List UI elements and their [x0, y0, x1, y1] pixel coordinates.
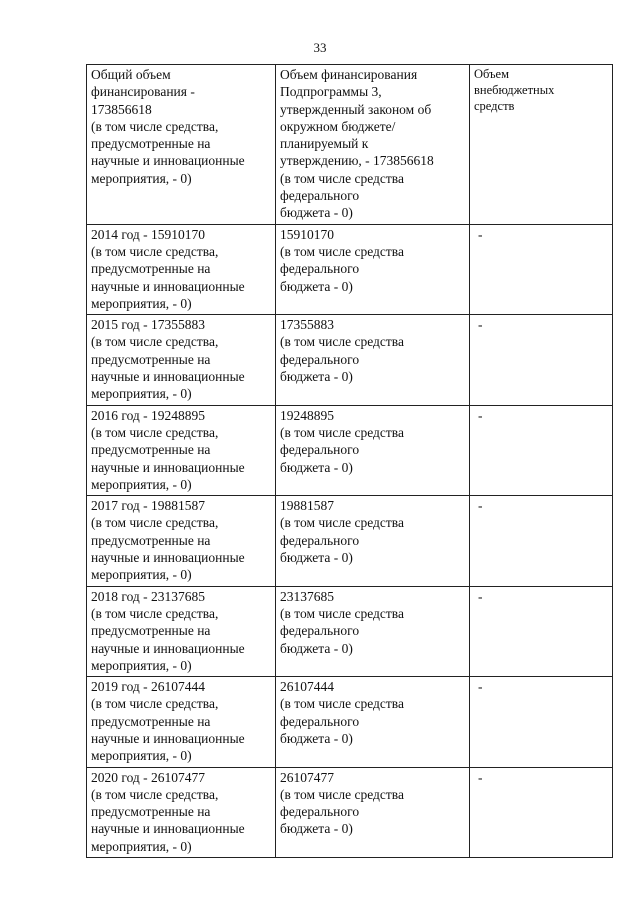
- cell-line: (в том числе средства,: [91, 243, 219, 259]
- cell-line: 2019 год - 26107444: [91, 679, 206, 695]
- cell-line: бюджета - 0): [280, 278, 353, 294]
- dash-value: -: [478, 407, 483, 423]
- cell-line: научные и инновационные: [91, 278, 245, 294]
- year-subprogram-cell: [276, 496, 470, 586]
- financing-table-body: [87, 65, 613, 858]
- year-total-cell: [87, 405, 276, 495]
- cell-line: предусмотренные на: [91, 442, 211, 458]
- table-header-row: [87, 65, 613, 225]
- cell-line: (в том числе средства: [280, 515, 404, 531]
- cell-line: федерального: [280, 804, 360, 820]
- cell-line: (в том числе средства,: [91, 334, 219, 350]
- cell-line: 2017 год - 19881587: [91, 498, 206, 514]
- year-total-cell: [87, 315, 276, 405]
- dash-value: -: [478, 317, 483, 333]
- cell-line: бюджета - 0): [280, 821, 353, 837]
- cell-line: научные и инновационные: [91, 550, 245, 566]
- cell-line: 19248895: [280, 407, 334, 423]
- cell-line: 2014 год - 15910170: [91, 226, 206, 242]
- header-cell-line: внебюджетных: [474, 83, 555, 97]
- cell-line: научные и инновационные: [91, 821, 245, 837]
- financing-table: [86, 64, 613, 858]
- year-extrabudgetary-cell: [470, 586, 613, 676]
- cell-line: мероприятия, - 0): [91, 748, 192, 764]
- table-row: [87, 677, 613, 767]
- table-row: [87, 405, 613, 495]
- cell-line: федерального: [280, 351, 360, 367]
- cell-line: предусмотренные на: [91, 713, 211, 729]
- year-extrabudgetary-cell: [470, 315, 613, 405]
- header-cell-line: мероприятия, - 0): [91, 170, 192, 186]
- cell-line: предусмотренные на: [91, 623, 211, 639]
- year-subprogram-cell: [276, 224, 470, 314]
- header-cell-line: (в том числе средства: [280, 170, 404, 186]
- cell-line: (в том числе средства: [280, 696, 404, 712]
- header-subprogram-financing-cell: [276, 65, 470, 225]
- year-subprogram-cell: [276, 767, 470, 857]
- header-cell-line: окружном бюджете/: [280, 118, 396, 134]
- cell-line: бюджета - 0): [280, 640, 353, 656]
- cell-line: федерального: [280, 623, 360, 639]
- year-subprogram-cell: [276, 677, 470, 767]
- dash-value: -: [478, 679, 483, 695]
- table-row: [87, 496, 613, 586]
- header-cell-line: финансирования -: [91, 84, 195, 100]
- header-extrabudgetary-cell: [470, 65, 613, 225]
- page-number: 33: [313, 40, 327, 55]
- cell-line: (в том числе средства,: [91, 605, 219, 621]
- cell-line: предусмотренные на: [91, 804, 211, 820]
- cell-line: научные и инновационные: [91, 640, 245, 656]
- cell-line: 23137685: [280, 588, 334, 604]
- header-cell-line: средств: [474, 99, 515, 113]
- year-total-cell: [87, 496, 276, 586]
- cell-line: (в том числе средства,: [91, 786, 219, 802]
- header-cell-line: научные и инновационные: [91, 153, 245, 169]
- cell-line: (в том числе средства: [280, 786, 404, 802]
- cell-line: предусмотренные на: [91, 532, 211, 548]
- header-cell-line: бюджета - 0): [280, 205, 353, 221]
- cell-line: (в том числе средства: [280, 605, 404, 621]
- year-extrabudgetary-cell: [470, 405, 613, 495]
- year-subprogram-cell: [276, 586, 470, 676]
- cell-line: научные и инновационные: [91, 459, 245, 475]
- cell-line: предусмотренные на: [91, 351, 211, 367]
- year-total-cell: [87, 677, 276, 767]
- cell-line: 26107444: [280, 679, 334, 695]
- cell-line: мероприятия, - 0): [91, 567, 192, 583]
- header-total-financing-cell: [87, 65, 276, 225]
- year-extrabudgetary-cell: [470, 224, 613, 314]
- cell-line: мероприятия, - 0): [91, 386, 192, 402]
- cell-line: (в том числе средства: [280, 243, 404, 259]
- dash-value: -: [478, 769, 483, 785]
- cell-line: бюджета - 0): [280, 550, 353, 566]
- header-cell-line: планируемый к: [280, 136, 369, 152]
- header-cell-line: (в том числе средства,: [91, 118, 219, 134]
- year-extrabudgetary-cell: [470, 496, 613, 586]
- cell-line: бюджета - 0): [280, 369, 353, 385]
- cell-line: (в том числе средства: [280, 424, 404, 440]
- cell-line: научные и инновационные: [91, 369, 245, 385]
- header-cell-line: утвержденный законом об: [280, 101, 432, 117]
- table-row: [87, 767, 613, 857]
- cell-line: научные и инновационные: [91, 730, 245, 746]
- table-row: [87, 315, 613, 405]
- cell-line: мероприятия, - 0): [91, 295, 192, 311]
- cell-line: мероприятия, - 0): [91, 476, 192, 492]
- header-cell-line: Общий объем: [91, 67, 171, 82]
- cell-line: (в том числе средства: [280, 334, 404, 350]
- table-row: [87, 586, 613, 676]
- cell-line: 19881587: [280, 498, 334, 514]
- cell-line: 2018 год - 23137685: [91, 588, 206, 604]
- year-subprogram-cell: [276, 405, 470, 495]
- dash-value: -: [478, 498, 483, 514]
- header-cell-line: федерального: [280, 188, 360, 204]
- cell-line: федерального: [280, 261, 360, 277]
- cell-line: 15910170: [280, 226, 334, 242]
- dash-value: -: [478, 588, 483, 604]
- cell-line: 26107477: [280, 769, 334, 785]
- cell-line: федерального: [280, 713, 360, 729]
- year-extrabudgetary-cell: [470, 677, 613, 767]
- cell-line: (в том числе средства,: [91, 696, 219, 712]
- header-cell-line: утверждению, - 173856618: [280, 153, 434, 169]
- cell-line: 2015 год - 17355883: [91, 317, 206, 333]
- header-cell-line: 173856618: [91, 101, 152, 117]
- cell-line: федерального: [280, 442, 360, 458]
- year-total-cell: [87, 586, 276, 676]
- cell-line: предусмотренные на: [91, 261, 211, 277]
- cell-line: 2020 год - 26107477: [91, 769, 206, 785]
- cell-line: (в том числе средства,: [91, 424, 219, 440]
- year-extrabudgetary-cell: [470, 767, 613, 857]
- cell-line: федерального: [280, 532, 360, 548]
- year-total-cell: [87, 224, 276, 314]
- year-subprogram-cell: [276, 315, 470, 405]
- cell-line: мероприятия, - 0): [91, 838, 192, 854]
- cell-line: 17355883: [280, 317, 334, 333]
- header-cell-line: Объем: [474, 67, 509, 81]
- cell-line: мероприятия, - 0): [91, 657, 192, 673]
- table-row: [87, 224, 613, 314]
- cell-line: (в том числе средства,: [91, 515, 219, 531]
- cell-line: бюджета - 0): [280, 459, 353, 475]
- cell-line: 2016 год - 19248895: [91, 407, 206, 423]
- header-cell-line: Объем финансирования: [280, 67, 418, 82]
- cell-line: бюджета - 0): [280, 730, 353, 746]
- header-cell-line: предусмотренные на: [91, 136, 211, 152]
- dash-value: -: [478, 226, 483, 242]
- header-cell-line: Подпрограммы 3,: [280, 84, 382, 100]
- year-total-cell: [87, 767, 276, 857]
